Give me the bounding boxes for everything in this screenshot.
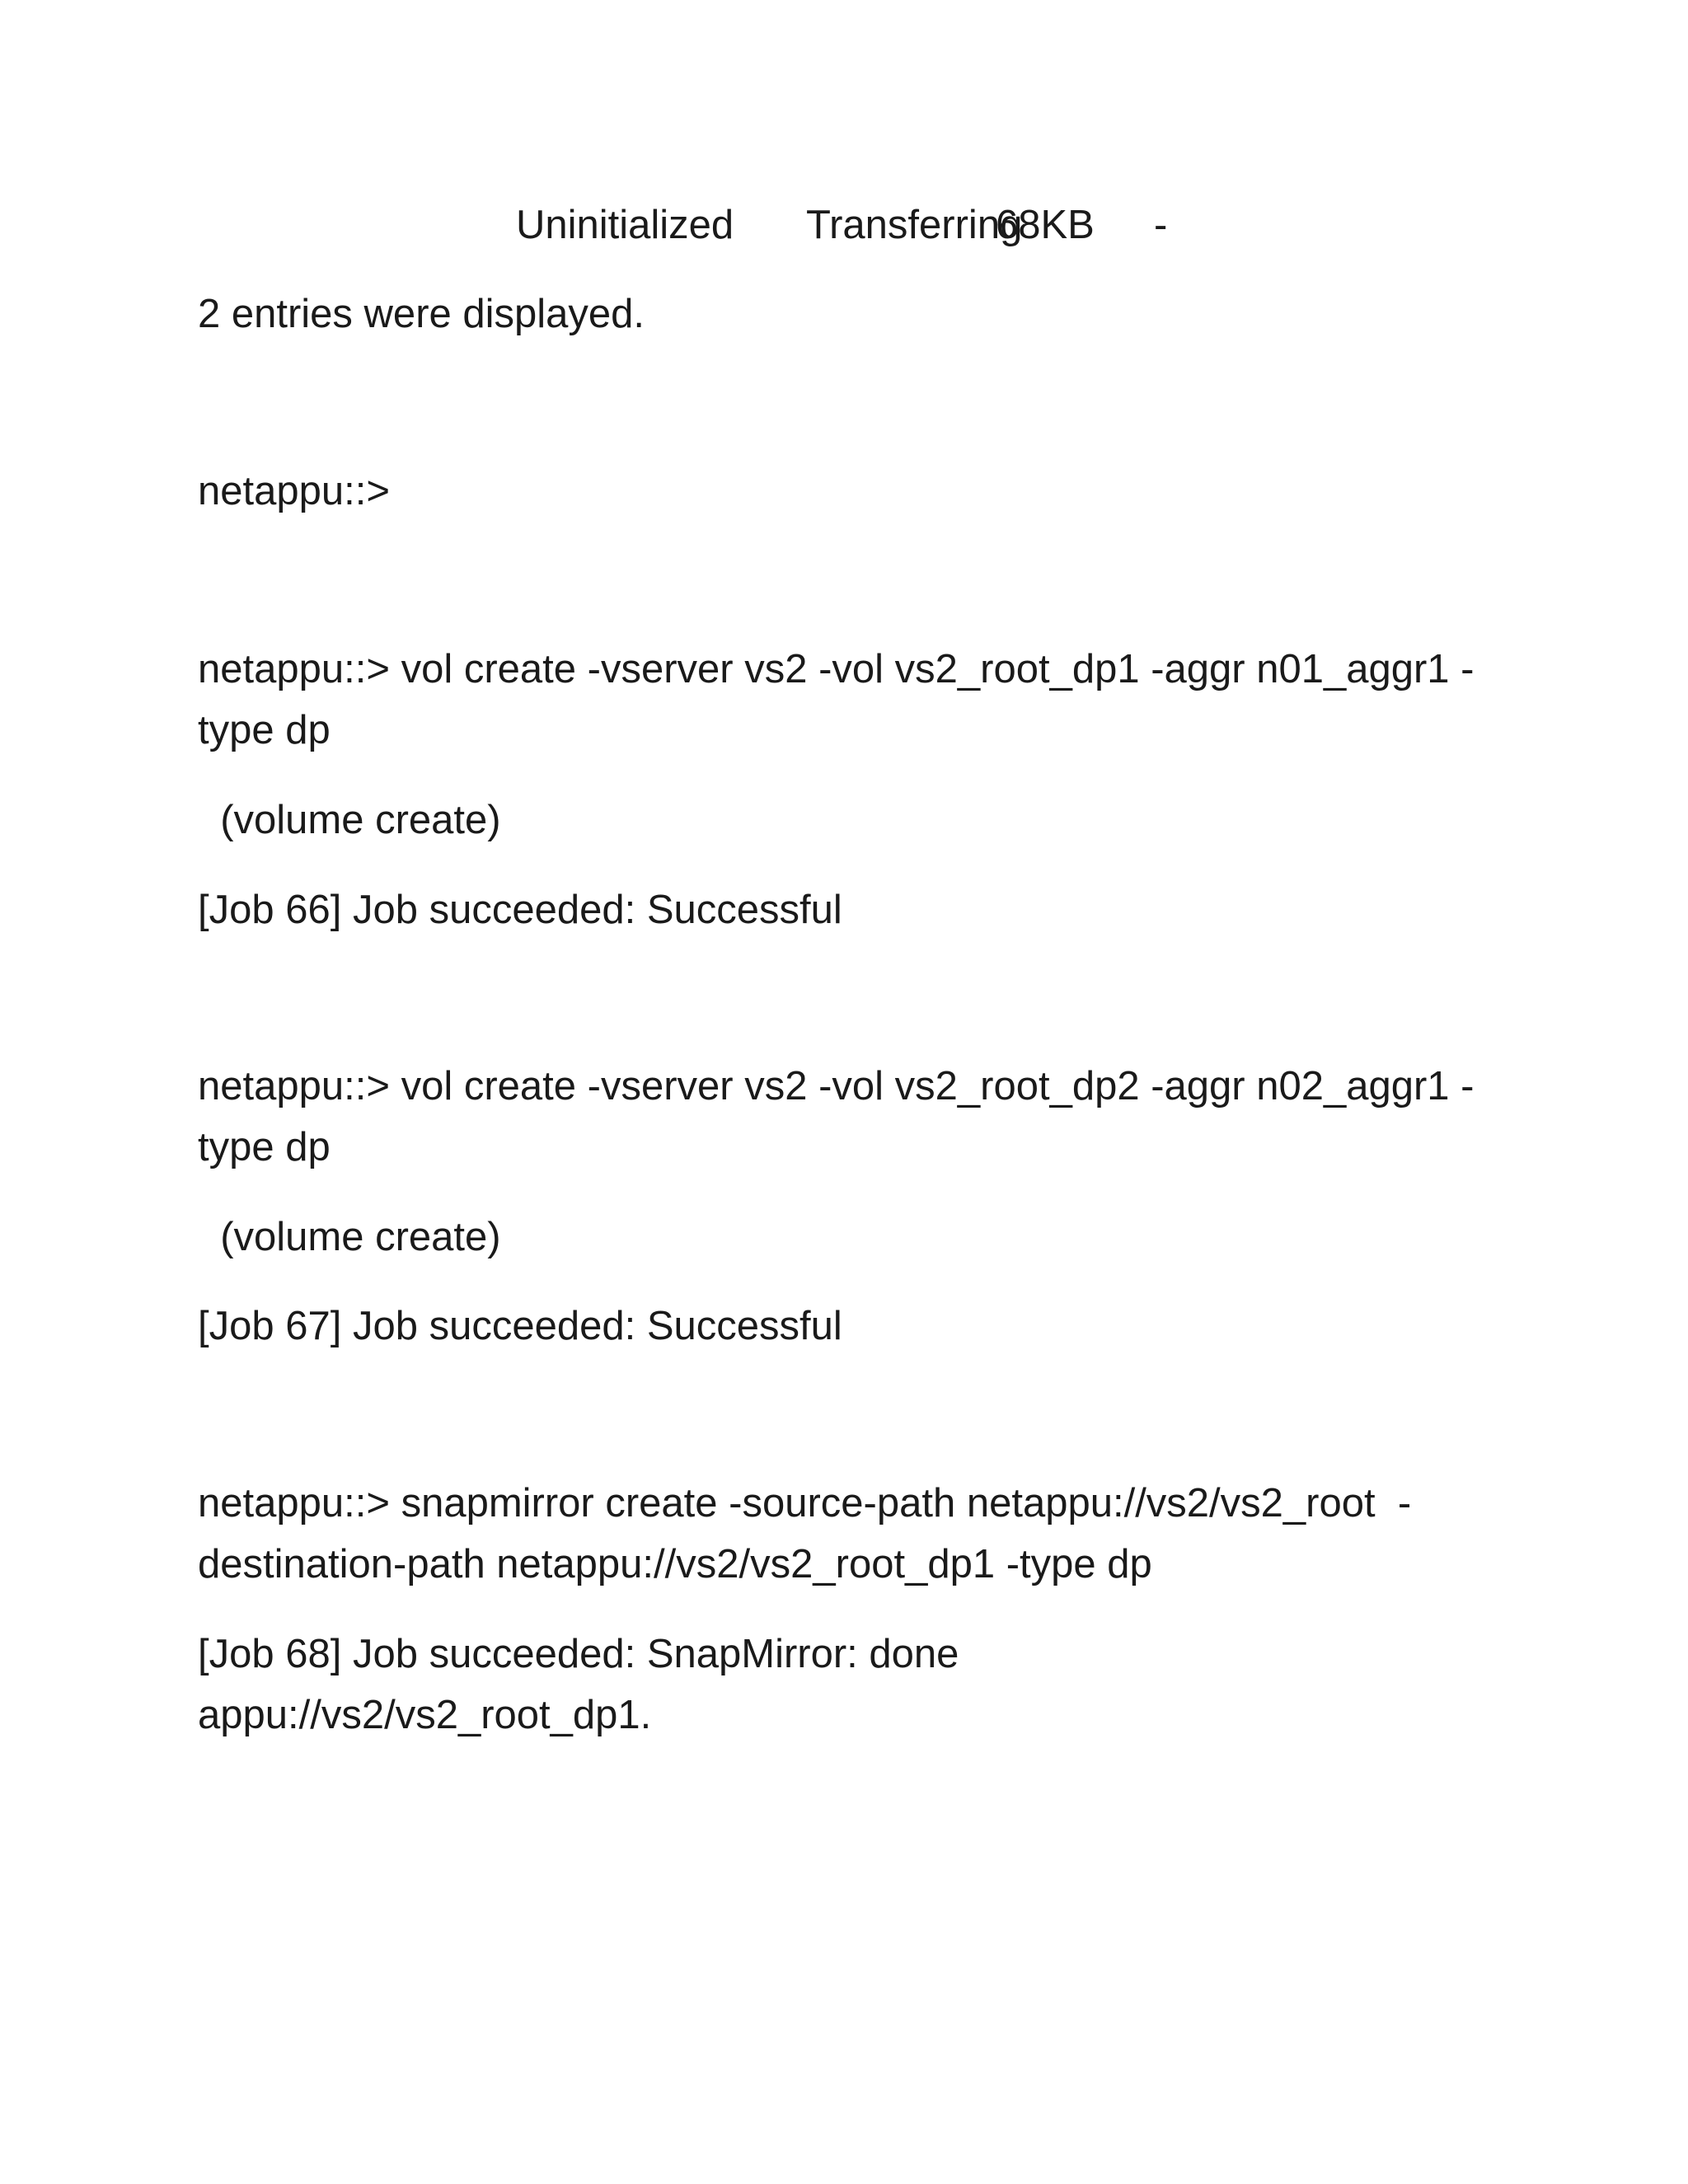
- relationship-status-cell: Transferring: [806, 203, 1023, 247]
- job-68-result-continued: appu://vs2/vs2_root_dp1.: [198, 1693, 652, 1737]
- progress-cell: 68KB: [996, 203, 1095, 247]
- vol-create-command-1: netappu::> vol create -vserver vs2 -vol vs2_root_dp1 -aggr n01_aggr1 -: [198, 647, 1475, 691]
- snapmirror-status-row: [0, 194, 1688, 256]
- vol-create-alias-2: (volume create): [198, 1215, 501, 1259]
- job-68-result: [Job 68] Job succeeded: SnapMirror: done: [198, 1632, 959, 1676]
- job-66-result: [Job 66] Job succeeded: Successful: [198, 888, 842, 932]
- entries-displayed-line: 2 entries were displayed.: [198, 292, 645, 336]
- snapmirror-create-command: netappu::> snapmirror create -source-path netappu://vs2/vs2_root -: [198, 1481, 1412, 1526]
- empty-prompt-line: netappu::>: [198, 469, 390, 513]
- mirror-state-cell: Uninitialized: [516, 203, 734, 247]
- vol-create-command-2-continued: type dp: [198, 1125, 331, 1169]
- vol-create-command-2: netappu::> vol create -vserver vs2 -vol vs2_root_dp2 -aggr n02_aggr1 -: [198, 1064, 1475, 1108]
- job-67-result: [Job 67] Job succeeded: Successful: [198, 1304, 842, 1348]
- snapmirror-create-command-continued: destination-path netappu://vs2/vs2_root_dp1 -type dp: [198, 1542, 1152, 1586]
- vol-create-alias-1: (volume create): [198, 798, 501, 842]
- vol-create-command-1-continued: type dp: [198, 708, 331, 752]
- healthy-cell: -: [1154, 203, 1168, 247]
